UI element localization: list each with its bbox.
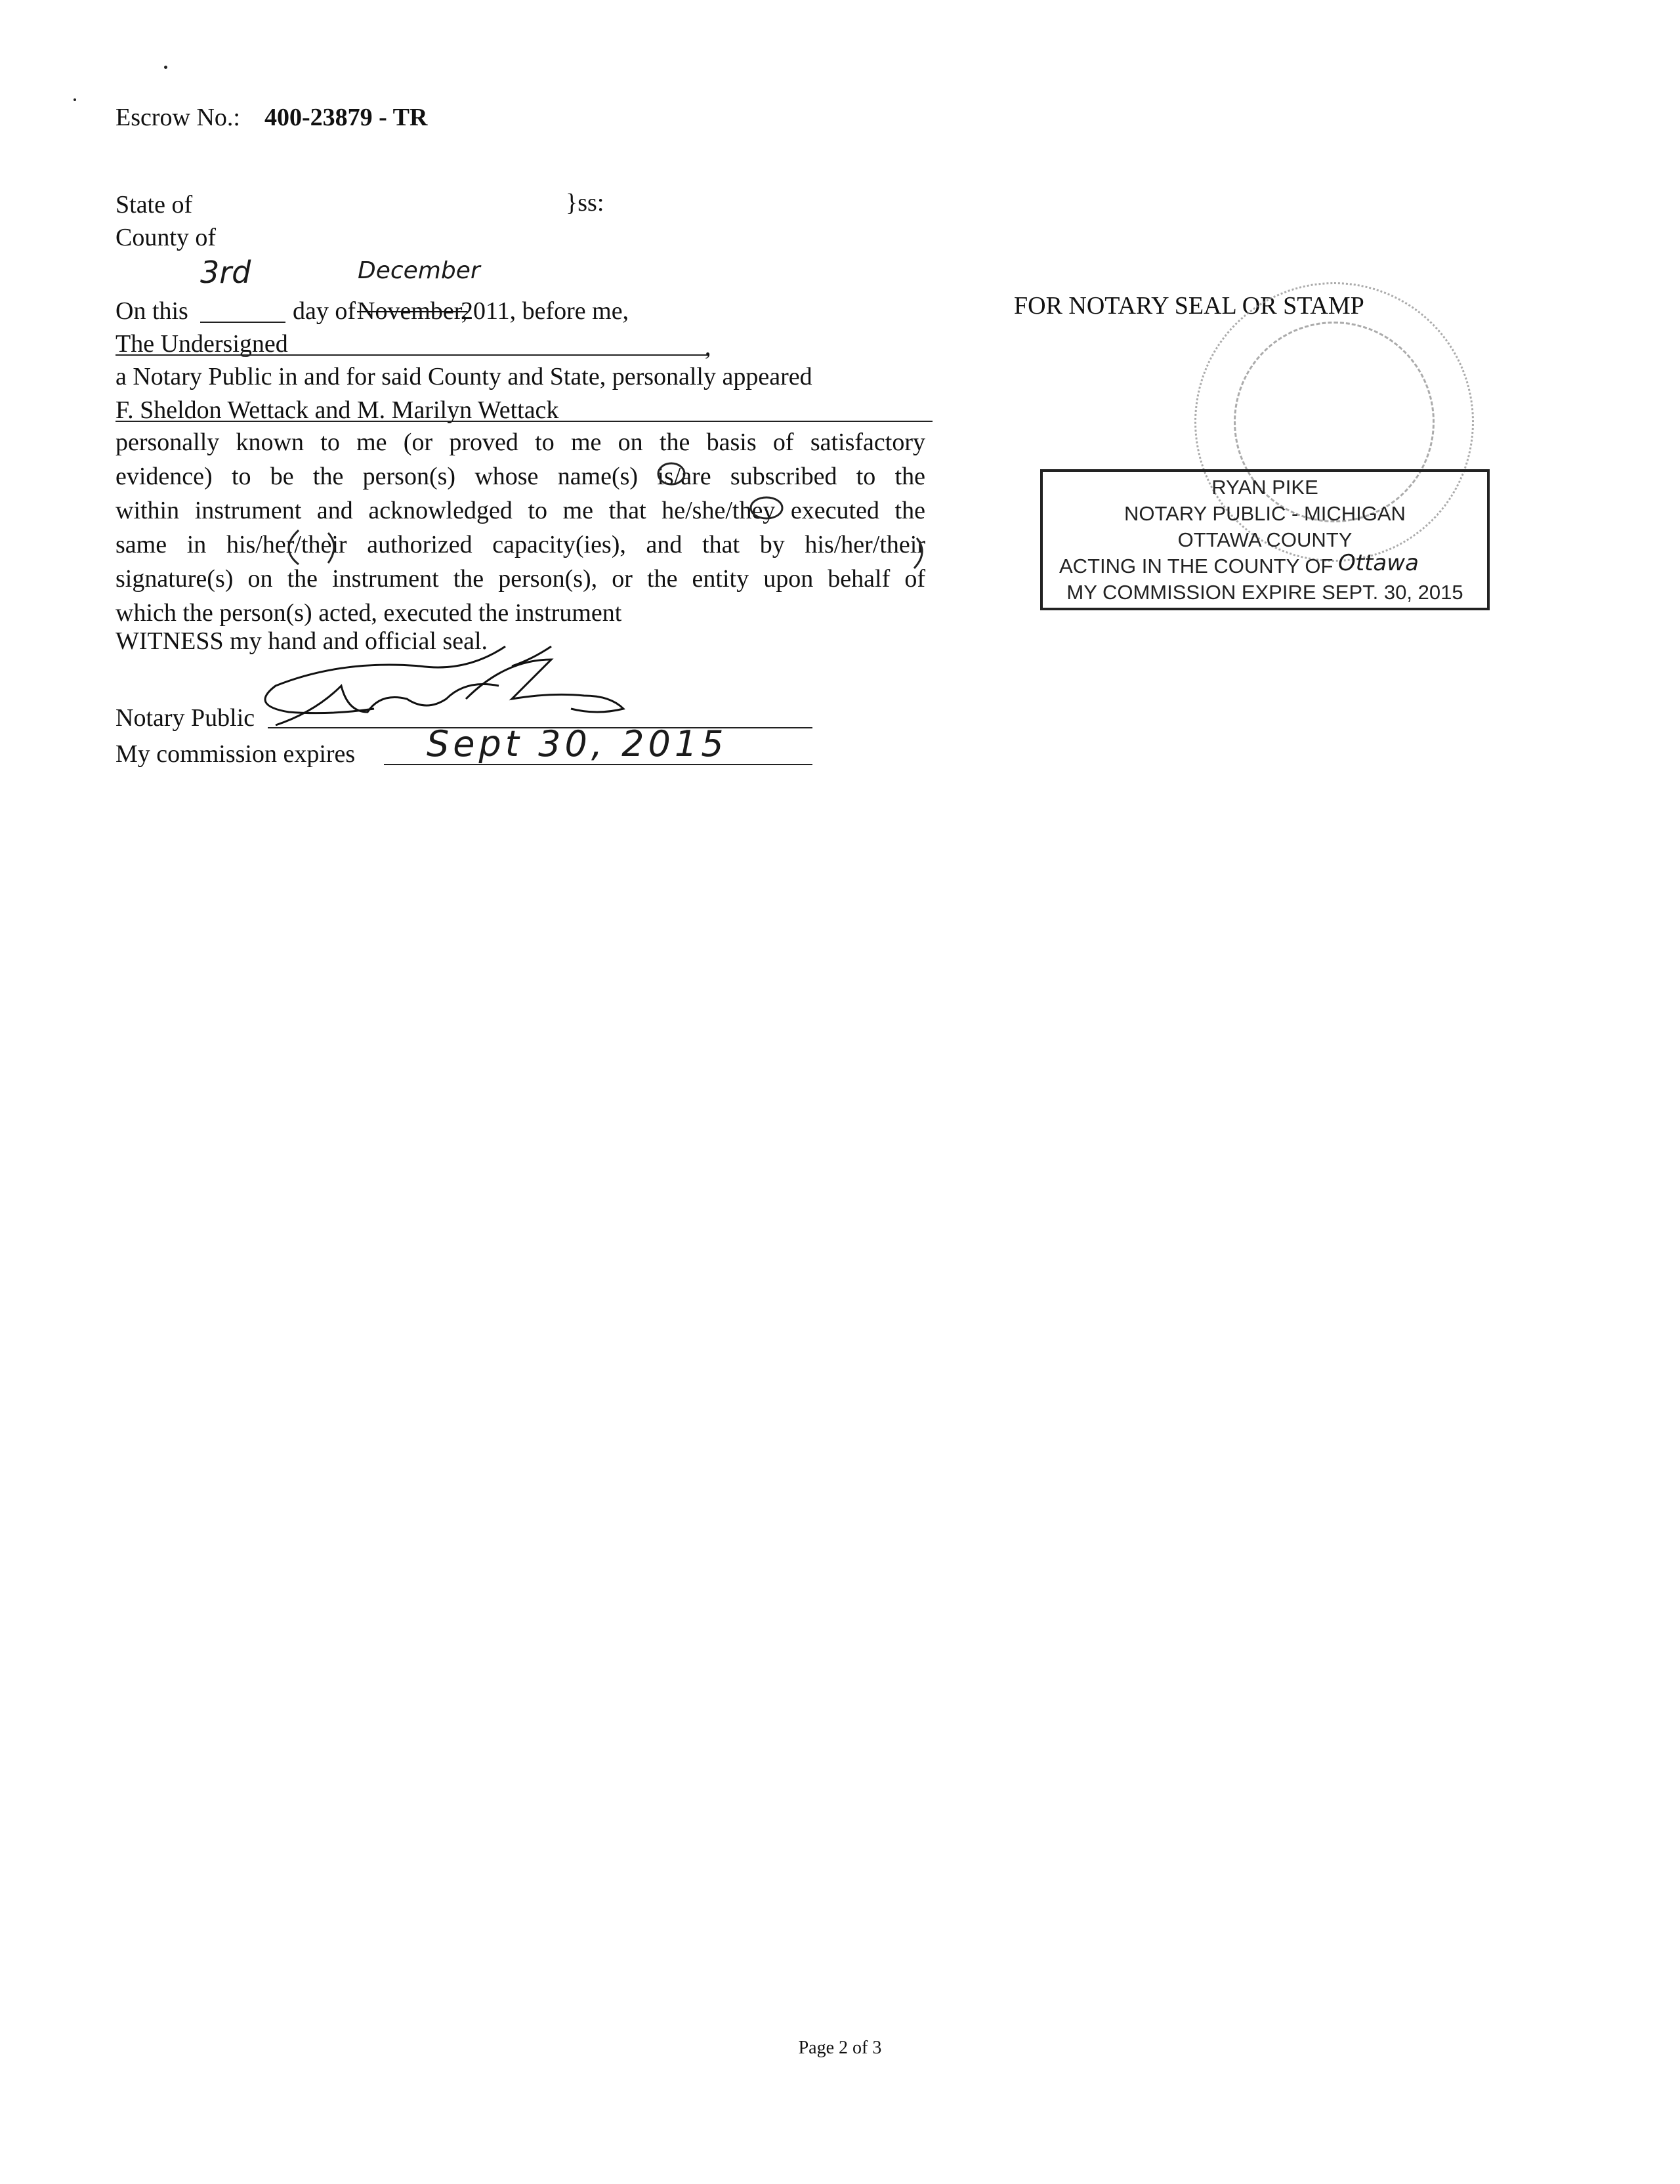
seal-area-label: FOR NOTARY SEAL OR STAMP (1014, 292, 1364, 320)
commission-date-handwritten: Sept 30, 2015 (427, 723, 728, 765)
county-label: County of (116, 224, 217, 251)
witness-line: WITNESS my hand and official seal. (116, 627, 488, 655)
body-line-1: personally known to me (or proved to me on the basis of satisfactory (116, 429, 925, 456)
escrow-number: 400-23879 - TR (264, 104, 428, 131)
page-number: Page 2 of 3 (798, 2038, 882, 2058)
struck-month: November, (357, 297, 468, 325)
handwritten-circle-marks (0, 0, 984, 656)
stamp-name: RYAN PIKE (1211, 476, 1318, 499)
body-line-6: which the person(s) acted, executed the instrument (116, 599, 622, 627)
officer-trailing: , (705, 333, 711, 361)
stamp-expiration: MY COMMISSION EXPIRE SEPT. 30, 2015 (1066, 581, 1463, 604)
stamp-county: OTTAWA COUNTY (1177, 528, 1353, 551)
notary-stamp (1040, 469, 1490, 610)
handwritten-month: December (358, 257, 480, 284)
body-line-3: within instrument and acknowledged to me that he/she/they executed the (116, 497, 925, 524)
day-of-label: day of (293, 297, 356, 325)
body-line-4: same in his/her/their authorized capacity(ies), and that by his/her/their (116, 531, 925, 558)
escrow-label: Escrow No.: (116, 104, 240, 131)
notary-intro: a Notary Public in and for said County and State, personally appeared (116, 363, 812, 390)
body-line-2: evidence) to be the person(s) whose name(s) is/are subscribed to the (116, 463, 925, 490)
appeared-names: F. Sheldon Wettack and M. Marilyn Wettack (116, 396, 559, 424)
body-line-5: signature(s) on the instrument the person(s), or the entity upon behalf of (116, 565, 925, 593)
year-text: 2011, before me, (461, 297, 629, 325)
notary-public-label: Notary Public (116, 704, 255, 732)
stamp-acting-in: ACTING IN THE COUNTY OF (1059, 555, 1334, 578)
state-label: State of (116, 191, 193, 219)
on-this-label: On this (116, 297, 188, 325)
handwritten-day: 3rd (200, 255, 251, 290)
officer-name: The Undersigned (116, 330, 288, 358)
ss-label: }ss: (566, 189, 604, 217)
stamp-title: NOTARY PUBLIC - MICHIGAN (1124, 502, 1406, 525)
commission-label: My commission expires (116, 740, 356, 768)
stamp-acting-county-handwritten: Ottawa (1338, 550, 1419, 576)
